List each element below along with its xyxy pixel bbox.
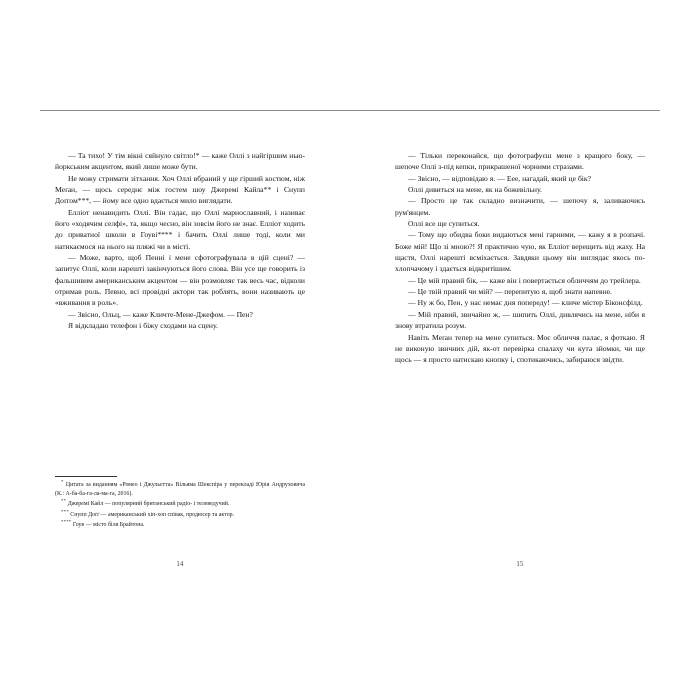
paragraph-text: — Просто це так складно визначити, — шепочу я, заливаючись рум'янцем. bbox=[395, 196, 645, 217]
paragraph bbox=[395, 173, 645, 184]
paragraph-text: — Тому що обидва боки видаються мені гарними, — кажу я в розпачі. Боже мій! Що зі мною?! Я практично чую, як Елліот верещить від жаху. На щастя, Оллі нарешті всміхається. Завдяки цьому він виглядає якось по-хлопчачому і здається відкритішим. bbox=[395, 230, 645, 274]
paragraph bbox=[395, 332, 645, 366]
paragraph bbox=[395, 286, 645, 297]
paragraph bbox=[395, 229, 645, 274]
paragraph-text: Я відкладаю телефон і біжу сходами на сцену. bbox=[68, 321, 218, 331]
paragraph bbox=[55, 173, 305, 207]
footnote-separator-rule bbox=[55, 476, 117, 477]
paragraph-text: Оллі дивиться на мене, як на божевільну. bbox=[408, 185, 542, 195]
footnote-item bbox=[55, 500, 305, 508]
paragraph-text: — Тільки переконайся, що фотографуєш мене з кращого боку, — шепоче Оллі з-під кепки, прикрашеної чорними стразами. bbox=[395, 151, 645, 172]
paragraph-text: Елліот ненавидить Оллі. Він гадає, що Оллі марнославний, і називає його «ходячим селфі», та, якщо чесно, він зовсім його не знає. Елліот ходить до приватної школи в Гоуві**** і бачить Оллі лише тоді, коли ми натикаємося на нього на пляжі чи в місті. bbox=[55, 207, 305, 251]
footnote-marker: * bbox=[61, 479, 64, 485]
paragraph-text: Не можу стримати зітхання. Хоч Оллі вбраний у ще гірший костюм, ніж Меґан, — щось середнє між гостем шоу Джеремі Кайла** і Снупп Доґґом***, — йому все одно вдається мило виглядати. bbox=[55, 173, 305, 206]
footnote-text: Снупп Доґґ — американський хіп-хоп співак, продюсер та актор. bbox=[70, 511, 235, 518]
right-page-text-column bbox=[395, 150, 645, 366]
paragraph bbox=[55, 320, 305, 331]
left-page bbox=[55, 110, 305, 590]
paragraph-text: — Звісно, — відповідаю я. — Еее, нагадай, який це бік? bbox=[408, 173, 591, 183]
paragraph bbox=[395, 195, 645, 218]
footnote-item bbox=[55, 508, 305, 519]
page-number-right: 15 bbox=[516, 561, 524, 568]
paragraph bbox=[395, 275, 645, 286]
paragraph bbox=[395, 309, 645, 332]
paragraph bbox=[55, 252, 305, 309]
footnote-text: Цитата за виданням «Ромео і Джульєтта» Вільяма Шекспіра у перекладі Юрія Андруховича (К.: А-ба-ба-га-ла-ма-га, 2016). bbox=[55, 482, 305, 497]
paragraph bbox=[55, 150, 305, 173]
paragraph-text: Оллі все ще супиться. bbox=[408, 219, 480, 229]
footnote-item bbox=[55, 521, 305, 529]
paragraph-text: — Це мій правий бік, — каже він і повертається обличчям до трейлера. bbox=[408, 275, 641, 285]
paragraph-text: — Ну ж бо, Пен, у нас немає дня попереду! — кличе містер Біконсфілд. bbox=[408, 298, 643, 308]
paragraph bbox=[395, 218, 645, 229]
footnote-marker: **** bbox=[61, 519, 72, 525]
paragraph bbox=[55, 207, 305, 252]
footnote-text: Джеремі Кайл — популярний британський радіо- і телеведучий. bbox=[67, 501, 230, 508]
paragraph bbox=[395, 150, 645, 173]
paragraph-text: — Може, варто, щоб Пенні і мене сфотографувала в цій сцені? — запитує Оллі, коли нарешті закінчуються його слова. Він усе ще говорить із фальшивим американським акцентом — він розмовляє так весь час, відколи отримав роль. Певно, всі провідні актори так роблять, вони називають це «вживання в роль». bbox=[55, 253, 305, 308]
paragraph bbox=[395, 184, 645, 195]
footnote-marker: ** bbox=[61, 498, 67, 504]
right-page bbox=[395, 110, 645, 590]
footnote-item bbox=[55, 481, 305, 498]
page-number-left: 14 bbox=[176, 561, 184, 568]
left-page-text-column bbox=[55, 150, 305, 332]
paragraph-text: — Мій правий, звичайно ж, — шипить Оллі, дивлячись на мене, ніби я знову втратила розум. bbox=[395, 309, 645, 331]
paragraph-text: Навіть Меґан тепер на мене супиться. Моє обличчя палає, я фоткаю. Я не виконую звичних дій, як-от перевірка спалаху чи кута зйомки, чи ще щось — я просто натискаю кнопку і, спотикаючись, забираюся звідти. bbox=[395, 332, 645, 365]
paragraph-text: — Це твій правий чи мій? — перепитую я, щоб знати напевне. bbox=[408, 287, 612, 297]
paragraph bbox=[395, 297, 645, 308]
footnote-text: Гоув — місто біля Брайтона. bbox=[72, 522, 145, 529]
paragraph-text: — Та тихо! У тім вікні сяйнуло світло!* — каже Оллі з найгіршим нью-йоркським акцентом, який лише може бути. bbox=[55, 151, 305, 172]
footnote-marker: *** bbox=[61, 508, 69, 514]
footnote-block bbox=[55, 476, 305, 532]
paragraph-text: — Звісно, Ольц, — каже Кличте-Мене-Джефом. — Пен? bbox=[68, 309, 253, 319]
paragraph bbox=[55, 309, 305, 320]
